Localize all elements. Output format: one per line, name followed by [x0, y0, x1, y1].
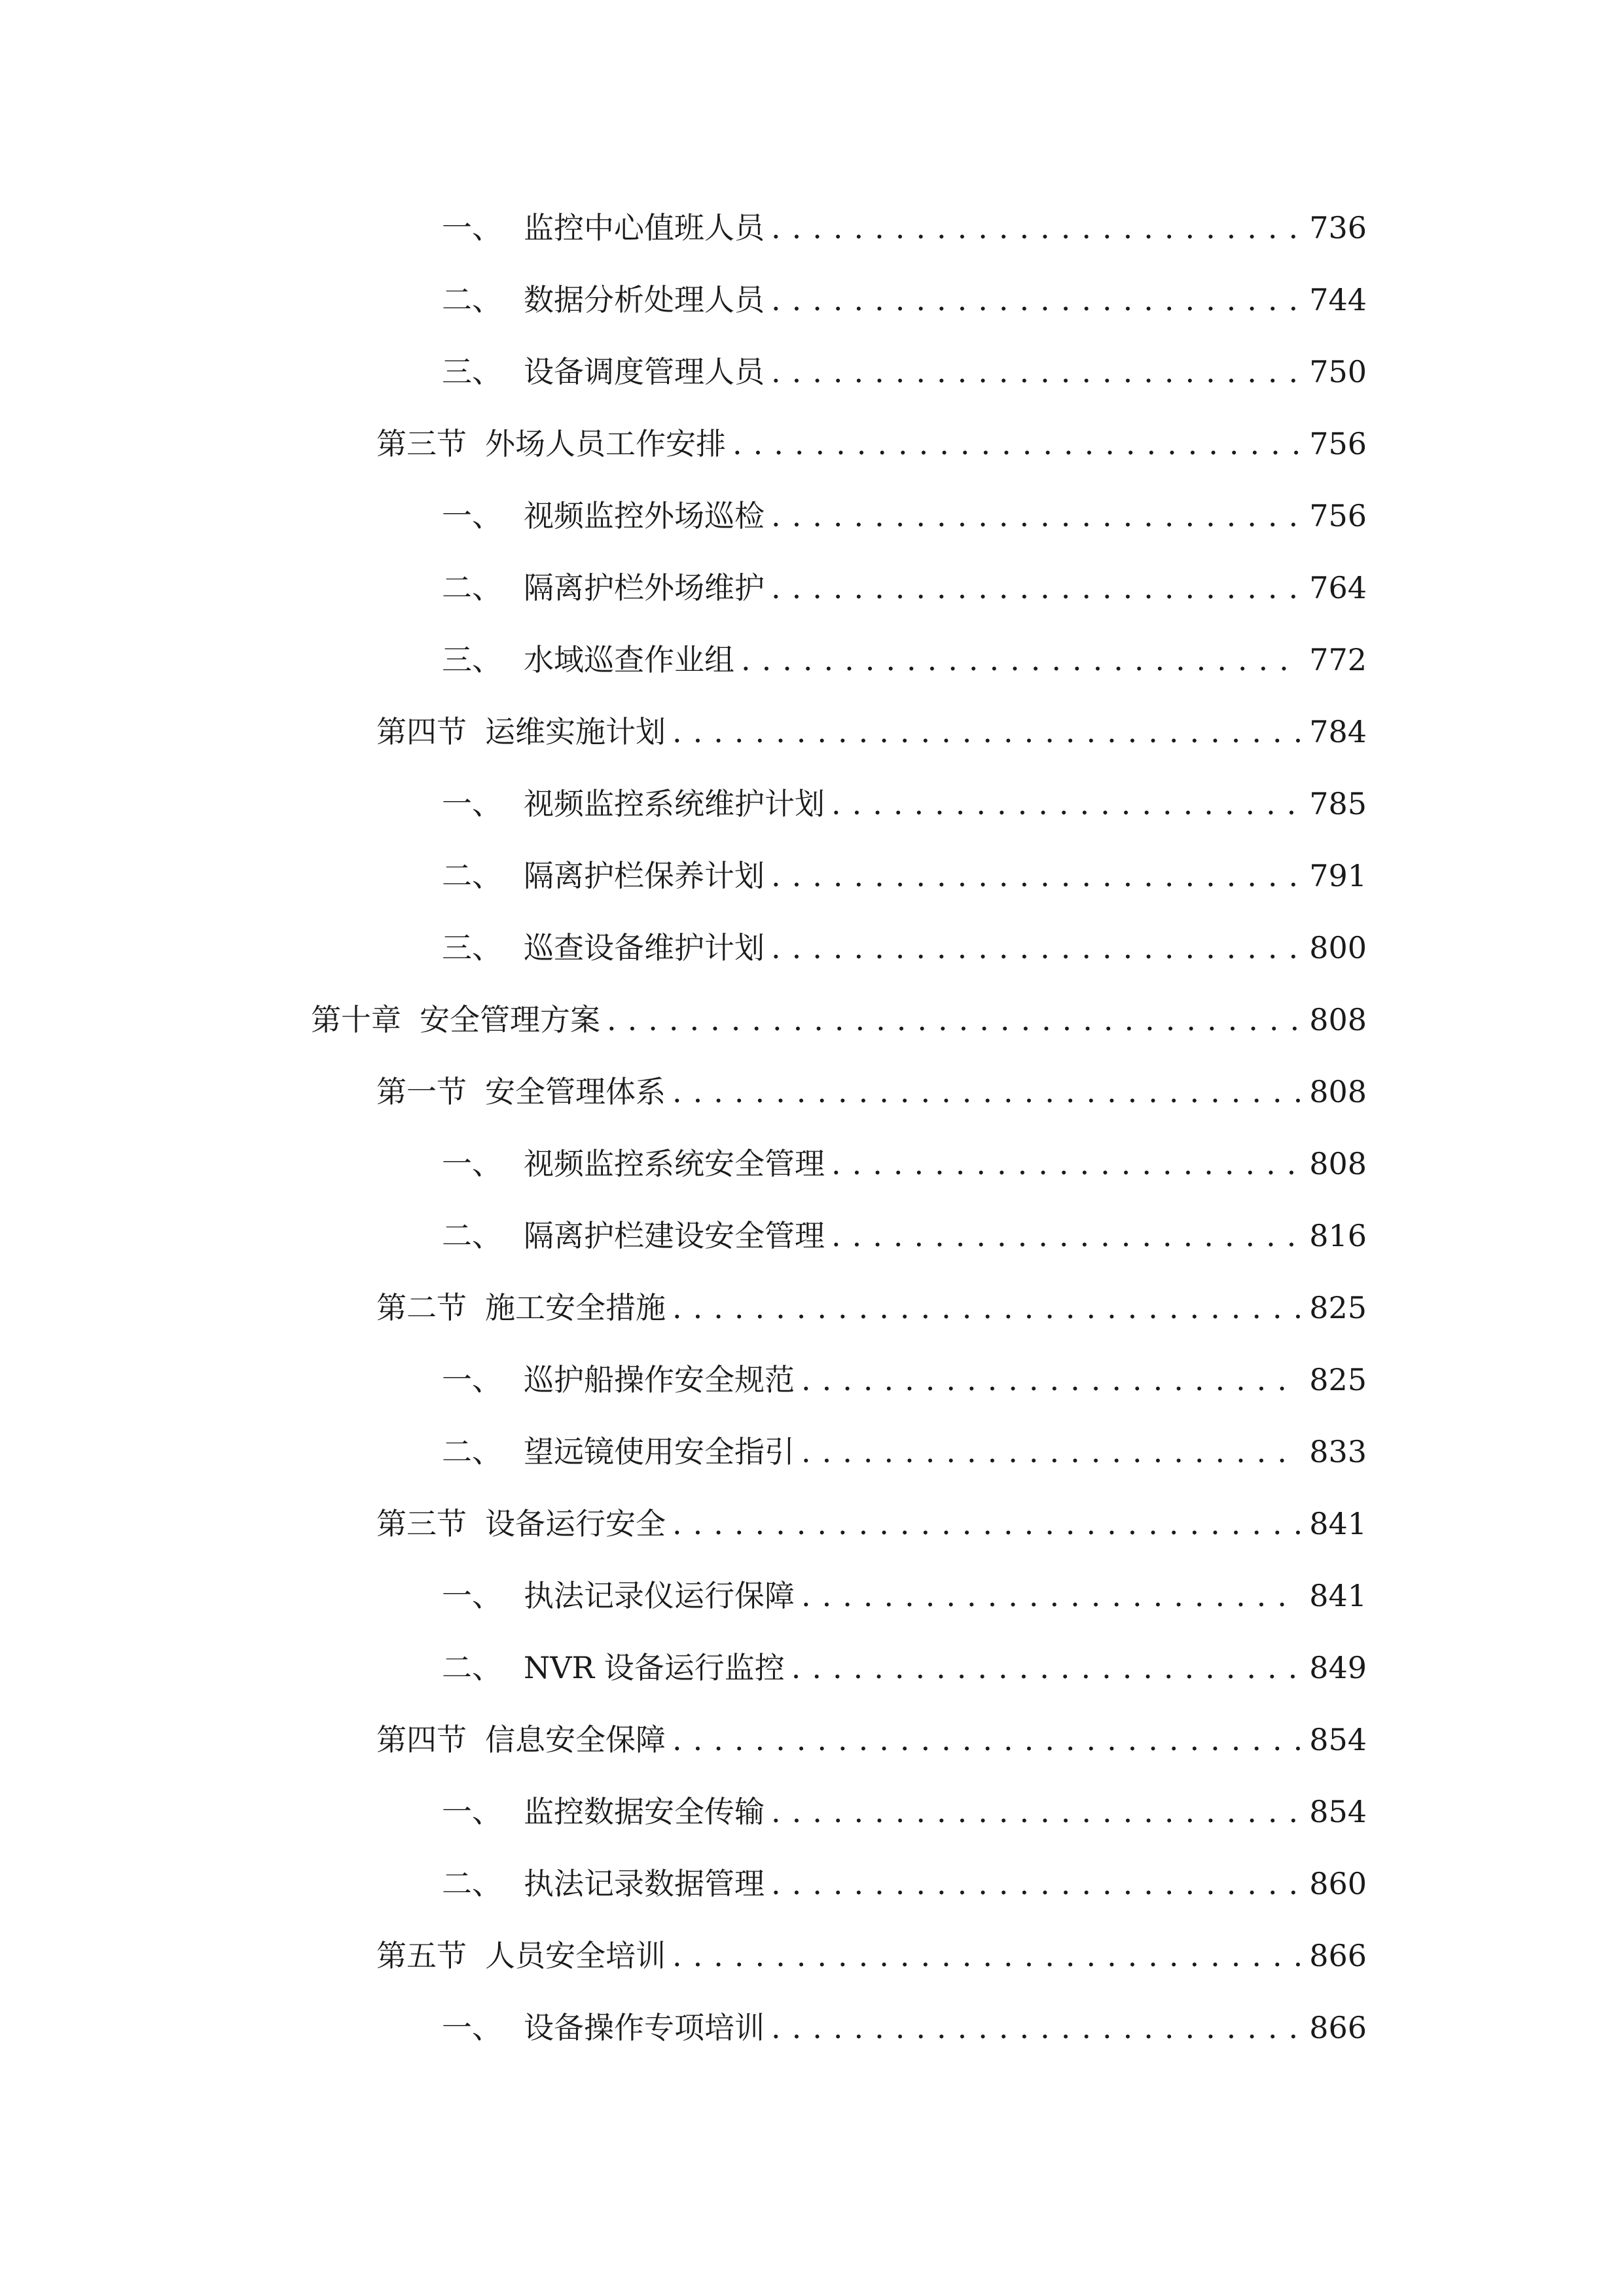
toc-entry-title: NVR 设备运行监控: [524, 1650, 785, 1685]
toc-entry[interactable]: [0, 1857, 1624, 1910]
dot-leader: [672, 1713, 1300, 1766]
toc-entry-title: 执法记录数据管理: [524, 1866, 765, 1901]
toc-entry-title: 视频监控系统维护计划: [524, 786, 825, 821]
dot-leader: [771, 274, 1300, 326]
toc-entry-page-number: 791: [1309, 858, 1367, 893]
toc-entry-page-number: 854: [1309, 1722, 1367, 1757]
toc-entry-page-number: 744: [1309, 282, 1367, 317]
dot-leader: [801, 1354, 1300, 1406]
toc-entry[interactable]: [0, 922, 1624, 974]
dot-leader: [771, 1857, 1300, 1910]
toc-entry[interactable]: [0, 706, 1624, 758]
toc-entry-title: 监控数据安全传输: [524, 1794, 765, 1829]
toc-entry-page-number: 860: [1309, 1866, 1367, 1901]
toc-entry[interactable]: [0, 562, 1624, 614]
toc-entry-page-number: 866: [1309, 1938, 1367, 1973]
dot-leader: [607, 994, 1300, 1046]
toc-entry-number: 二、: [442, 1866, 502, 1901]
toc-entry-number: 二、: [442, 858, 502, 893]
dot-leader: [771, 490, 1300, 542]
toc-entry-number: 第二节: [376, 1290, 467, 1325]
toc-entry-page-number: 764: [1309, 570, 1367, 605]
toc-entry[interactable]: [0, 1929, 1624, 1982]
toc-entry-page-number: 866: [1309, 2010, 1367, 2045]
toc-entry-title: 水域巡查作业组: [524, 642, 734, 677]
toc-entry-page-number: 849: [1309, 1650, 1367, 1685]
toc-entry-number: 第十章: [311, 1002, 401, 1037]
toc-entry[interactable]: [0, 1641, 1624, 1694]
toc-entry[interactable]: [0, 346, 1624, 398]
toc-entry-number: 三、: [442, 354, 502, 389]
toc-entry-title: 安全管理方案: [420, 1002, 600, 1037]
toc-entry-page-number: 841: [1309, 1506, 1367, 1541]
toc-entry-number: 第三节: [376, 1506, 467, 1541]
toc-entry[interactable]: [0, 1066, 1624, 1118]
toc-entry-page-number: 808: [1309, 1074, 1367, 1109]
toc-entry-page-number: 800: [1309, 930, 1367, 965]
toc-entry-page-number: 756: [1309, 498, 1367, 533]
dot-leader: [801, 1570, 1300, 1622]
toc-entry-title: 数据分析处理人员: [524, 282, 765, 317]
dot-leader: [672, 1498, 1300, 1550]
toc-entry[interactable]: [0, 274, 1624, 326]
toc-entry-number: 一、: [442, 498, 502, 533]
dot-leader: [771, 2001, 1300, 2054]
toc-entry-title: 视频监控系统安全管理: [524, 1146, 825, 1181]
toc-entry[interactable]: [0, 202, 1624, 254]
toc-entry-number: 一、: [442, 1146, 502, 1181]
toc-entry[interactable]: [0, 1282, 1624, 1334]
toc-entry-number: 三、: [442, 642, 502, 677]
toc-entry-number: 二、: [442, 1650, 502, 1685]
dot-leader: [771, 922, 1300, 974]
toc-entry-title: 设备调度管理人员: [524, 354, 765, 389]
toc-entry-number: 一、: [442, 786, 502, 821]
toc-entry-number: 第四节: [376, 714, 467, 749]
toc-entry-number: 一、: [442, 1794, 502, 1829]
toc-entry[interactable]: [0, 778, 1624, 830]
toc-entry-title: 视频监控外场巡检: [524, 498, 765, 533]
dot-leader: [672, 1929, 1300, 1982]
toc-entry-number: 第三节: [376, 426, 467, 461]
toc-entry-title: 隔离护栏保养计划: [524, 858, 765, 893]
toc-entry-page-number: 854: [1309, 1794, 1367, 1829]
toc-entry-title: 设备操作专项培训: [524, 2010, 765, 2045]
toc-entry[interactable]: [0, 2001, 1624, 2054]
toc-entry[interactable]: [0, 1785, 1624, 1838]
dot-leader: [831, 1138, 1300, 1190]
toc-entry-number: 三、: [442, 930, 502, 965]
toc-entry-page-number: 785: [1309, 786, 1367, 821]
toc-entry-number: 一、: [442, 2010, 502, 2045]
toc-entry-title: 隔离护栏外场维护: [524, 570, 765, 605]
toc-entry-chapter[interactable]: [0, 994, 1624, 1046]
toc-entry-number: 一、: [442, 1362, 502, 1397]
toc-entry[interactable]: [0, 1354, 1624, 1406]
toc-entry-page-number: 808: [1309, 1146, 1367, 1181]
toc-entry[interactable]: [0, 1210, 1624, 1262]
dot-leader: [831, 778, 1300, 830]
dot-leader: [672, 1066, 1300, 1118]
dot-leader: [732, 418, 1300, 470]
toc-entry-number: 一、: [442, 1578, 502, 1613]
toc-entry[interactable]: [0, 1570, 1624, 1622]
dot-leader: [771, 202, 1300, 254]
toc-entry-title: 信息安全保障: [485, 1722, 666, 1757]
toc-entry[interactable]: [0, 490, 1624, 542]
toc-entry-title: 巡护船操作安全规范: [524, 1362, 795, 1397]
toc-entry-title: 设备运行安全: [485, 1506, 666, 1541]
toc-entry[interactable]: [0, 634, 1624, 686]
toc-entry-number: 二、: [442, 282, 502, 317]
dot-leader: [672, 706, 1300, 758]
toc-entry-page-number: 816: [1309, 1218, 1367, 1253]
toc-entry-title: 监控中心值班人员: [524, 210, 765, 245]
toc-entry-number: 二、: [442, 570, 502, 605]
toc-entry-number: 二、: [442, 1434, 502, 1469]
toc-entry-page-number: 750: [1309, 354, 1367, 389]
toc-entry-title: 安全管理体系: [485, 1074, 666, 1109]
toc-entry[interactable]: [0, 1138, 1624, 1190]
toc-entry-number: 第五节: [376, 1938, 467, 1973]
toc-entry-page-number: 825: [1309, 1362, 1367, 1397]
toc-entry[interactable]: [0, 850, 1624, 902]
toc-entry-page-number: 736: [1309, 210, 1367, 245]
dot-leader: [771, 562, 1300, 614]
dot-leader: [831, 1210, 1300, 1262]
toc-entry[interactable]: [0, 418, 1624, 470]
toc-entry-page-number: 784: [1309, 714, 1367, 749]
toc-entry-title: 望远镜使用安全指引: [524, 1434, 795, 1469]
toc-entry[interactable]: [0, 1713, 1624, 1766]
toc-entry-title: 执法记录仪运行保障: [524, 1578, 795, 1613]
dot-leader: [771, 850, 1300, 902]
dot-leader: [741, 634, 1300, 686]
toc-entry[interactable]: [0, 1498, 1624, 1550]
dot-leader: [771, 346, 1300, 398]
toc-entry-title: 巡查设备维护计划: [524, 930, 765, 965]
toc-entry-number: 一、: [442, 210, 502, 245]
toc-entry-title: 人员安全培训: [485, 1938, 666, 1973]
toc-entry[interactable]: [0, 1426, 1624, 1478]
toc-entry-number: 二、: [442, 1218, 502, 1253]
toc-entry-title: 施工安全措施: [485, 1290, 666, 1325]
toc-entry-number: 第一节: [376, 1074, 467, 1109]
toc-entry-page-number: 756: [1309, 426, 1367, 461]
dot-leader: [672, 1282, 1300, 1334]
toc-entry-title: 外场人员工作安排: [485, 426, 726, 461]
toc-entry-page-number: 808: [1309, 1002, 1367, 1037]
toc-entry-number: 第四节: [376, 1722, 467, 1757]
toc-entry-page-number: 825: [1309, 1290, 1367, 1325]
toc-entry-page-number: 833: [1309, 1434, 1367, 1469]
toc-entry-title: 运维实施计划: [485, 714, 666, 749]
dot-leader: [801, 1426, 1300, 1478]
dot-leader: [791, 1641, 1300, 1694]
toc-entry-page-number: 772: [1309, 642, 1367, 677]
dot-leader: [771, 1785, 1300, 1838]
toc-entry-page-number: 841: [1309, 1578, 1367, 1613]
toc-entry-title: 隔离护栏建设安全管理: [524, 1218, 825, 1253]
